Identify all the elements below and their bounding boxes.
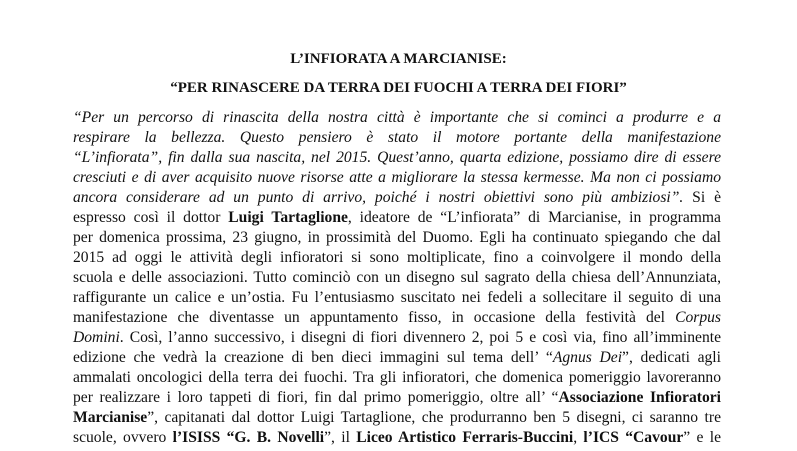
body-text: edizione che vedrà la creazione di ben dieci immagini sul tema dell’ “ (73, 349, 553, 366)
association-name-bold-cont: Marcianise (73, 409, 148, 426)
body-line-14: ammalati oncologici della terra dei fuochi. Tra gli infioratori, che domenica pomeriggio lavoreranno (73, 369, 721, 386)
body-line-9: scuola e delle associazioni. Tutto cominciò con un disegno sul sagrato della chiesa dell’Annunziata, (73, 269, 721, 286)
body-text: , ideatore de “L’infiorata” di Marcianise, in programma (347, 209, 721, 226)
title-line-1: L’INFIORATA A MARCIANISE: (290, 51, 507, 67)
body-text: ”, dedicati agli (622, 349, 721, 366)
person-name-bold: Luigi Tartaglione (228, 209, 348, 226)
body-text: ”, capitanati dal dottor Luigi Tartaglione, che produrranno ben 5 disegni, ci saranno tre (147, 409, 721, 426)
body-line-10: raffigurante un calice e un’ostia. Fu l’entusiasmo suscitato nei fedeli a sollecitare il seguito di una (73, 289, 721, 306)
domini-italic: Domini (73, 329, 120, 346)
school-name-bold: Liceo Artistico Ferraris-Buccini (356, 429, 574, 446)
body-line-17 (73, 428, 721, 448)
body-text: , (573, 429, 584, 446)
quote-end-italic: ancora considerare ad un punto di arrivo, poiché i nostri obiettivi sono più ambiziosi”. (73, 189, 684, 206)
body-text: . Così, l’anno successivo, i disegni di fiori divennero 2, poi 5 e così via, fino all’imminente (119, 329, 721, 346)
body-line-16 (73, 408, 721, 428)
body-line-5 (73, 188, 721, 208)
body-line-13 (73, 348, 721, 368)
title-line-2: “PER RINASCERE DA TERRA DEI FUOCHI A TERRA DEI FIORI” (170, 80, 627, 96)
body-line-8: 2015 ad oggi le attività degli infioratori si sono moltiplicate, fino a coinvolgere il mondo della (73, 249, 721, 266)
body-line-7: per domenica prossima, 23 giugno, in prossimità del Duomo. Egli ha continuato spiegando che dal (73, 229, 721, 246)
body-text: espresso così il dottor (73, 209, 229, 226)
body-line-3: “L’infiorata”, fin dalla sua nascita, nel 2015. Quest’anno, quarta edizione, possiamo dire di essere (73, 149, 721, 166)
body-text: ”, il (324, 429, 357, 446)
body-line-6 (73, 208, 721, 228)
body-line-15 (73, 388, 721, 408)
corpus-italic: Corpus (675, 309, 721, 326)
body-line-4: cresciuti e di aver acquisito nuove risorse atte a migliorare la stessa kermesse. Ma non ci possiamo (73, 169, 721, 186)
body-text: per realizzare i loro tappeti di fiori, fin dal primo pomeriggio, oltre all’ “ (73, 389, 559, 406)
body-line-11 (73, 308, 721, 328)
body-text: manifestazione che diventasse un appuntamento fisso, in occasione della festività del (73, 309, 676, 326)
body-line-2: respirare la bellezza. Questo pensiero è stato il motore portante della manifestazione (73, 129, 721, 146)
body-text: Si è (683, 189, 721, 206)
agnus-dei-italic: Agnus Dei (552, 349, 623, 366)
body-line-12 (73, 328, 721, 348)
body-text: scuole, ovvero (73, 429, 173, 446)
body-line-1: “Per un percorso di rinascita della nostra città è importante che si cominci a produrre e a (73, 109, 721, 126)
body-text: ” e le (683, 429, 721, 446)
school-name-bold: l’ICS “Cavour (583, 429, 684, 446)
school-name-bold: l’ISISS “G. B. Novelli (172, 429, 325, 446)
association-name-bold: Associazione Infioratori (558, 389, 721, 406)
